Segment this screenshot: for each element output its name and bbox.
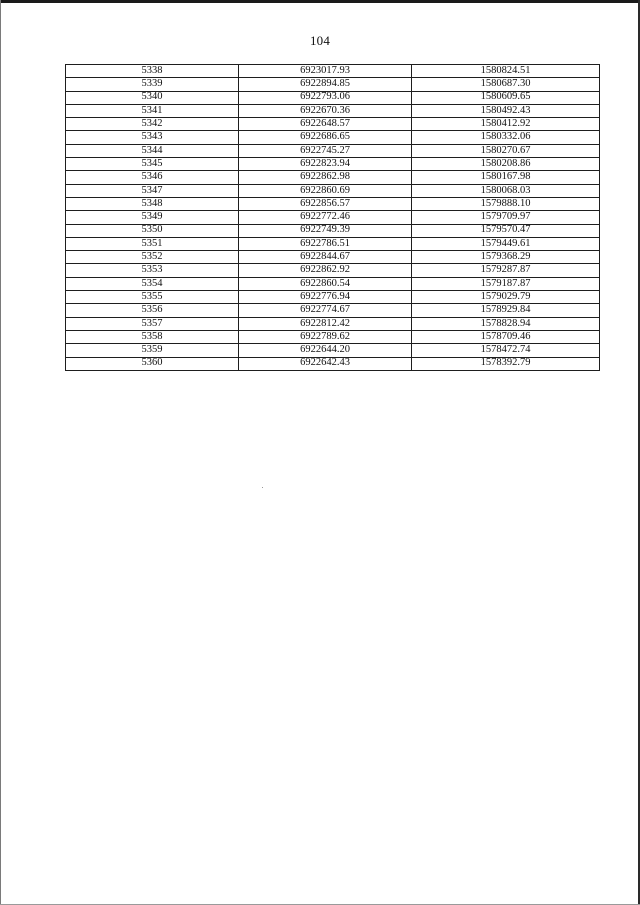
scan-speck xyxy=(262,487,263,488)
y-coordinate-cell: 1578392.79 xyxy=(412,357,600,370)
x-coordinate-cell: 6922776.94 xyxy=(239,291,412,304)
y-coordinate-cell: 1579709.97 xyxy=(412,211,600,224)
x-coordinate-cell: 6922860.54 xyxy=(239,277,412,290)
x-coordinate-cell: 6922860.69 xyxy=(239,184,412,197)
y-coordinate-cell: 1580068.03 xyxy=(412,184,600,197)
y-coordinate-cell: 1580270.67 xyxy=(412,144,600,157)
point-number-cell: 5343 xyxy=(66,131,239,144)
y-coordinate-cell: 1579570.47 xyxy=(412,224,600,237)
point-number-cell: 5344 xyxy=(66,144,239,157)
table-row xyxy=(66,144,600,157)
page-number: 104 xyxy=(309,33,331,48)
point-number-cell: 5352 xyxy=(66,251,239,264)
y-coordinate-cell: 1578472.74 xyxy=(412,344,600,357)
y-coordinate-cell: 1580824.51 xyxy=(412,65,600,78)
y-coordinate-cell: 1579029.79 xyxy=(412,291,600,304)
x-coordinate-cell: 6922862.98 xyxy=(239,171,412,184)
table-row xyxy=(66,184,600,197)
x-coordinate-cell: 6922642.43 xyxy=(239,357,412,370)
table-row xyxy=(66,237,600,250)
scan-border-left xyxy=(0,0,1,905)
table-row xyxy=(66,65,600,78)
x-coordinate-cell: 6922823.94 xyxy=(239,158,412,171)
point-number-cell: 5359 xyxy=(66,344,239,357)
y-coordinate-cell: 1580609.65 xyxy=(412,91,600,104)
y-coordinate-cell: 1580167.98 xyxy=(412,171,600,184)
x-coordinate-cell: 6922774.67 xyxy=(239,304,412,317)
point-number-cell: 5357 xyxy=(66,317,239,330)
y-coordinate-cell: 1580332.06 xyxy=(412,131,600,144)
x-coordinate-cell: 6922786.51 xyxy=(239,237,412,250)
table-row xyxy=(66,158,600,171)
table-row xyxy=(66,251,600,264)
y-coordinate-cell: 1579888.10 xyxy=(412,197,600,210)
point-number-cell: 5360 xyxy=(66,357,239,370)
x-coordinate-cell: 6922745.27 xyxy=(239,144,412,157)
point-number-cell: 5356 xyxy=(66,304,239,317)
x-coordinate-cell: 6922789.62 xyxy=(239,330,412,343)
y-coordinate-cell: 1579287.87 xyxy=(412,264,600,277)
table-row xyxy=(66,224,600,237)
y-coordinate-cell: 1580687.30 xyxy=(412,78,600,91)
point-number-cell: 5350 xyxy=(66,224,239,237)
y-coordinate-cell: 1579449.61 xyxy=(412,237,600,250)
y-coordinate-cell: 1579368.29 xyxy=(412,251,600,264)
x-coordinate-cell: 6922793.06 xyxy=(239,91,412,104)
table-row xyxy=(66,131,600,144)
x-coordinate-cell: 6922670.36 xyxy=(239,104,412,117)
x-coordinate-cell: 6922862.92 xyxy=(239,264,412,277)
point-number-cell: 5342 xyxy=(66,118,239,131)
point-number-cell: 5355 xyxy=(66,291,239,304)
table-row xyxy=(66,197,600,210)
table-row xyxy=(66,291,600,304)
x-coordinate-cell: 6922686.65 xyxy=(239,131,412,144)
point-number-cell: 5345 xyxy=(66,158,239,171)
x-coordinate-cell: 6922648.57 xyxy=(239,118,412,131)
table-row xyxy=(66,211,600,224)
y-coordinate-cell: 1578709.46 xyxy=(412,330,600,343)
x-coordinate-cell: 6923017.93 xyxy=(239,65,412,78)
point-number-cell: 5346 xyxy=(66,171,239,184)
coordinates-table xyxy=(65,64,600,371)
point-number-cell: 5338 xyxy=(66,65,239,78)
y-coordinate-cell: 1580492.43 xyxy=(412,104,600,117)
y-coordinate-cell: 1578929.84 xyxy=(412,304,600,317)
y-coordinate-cell: 1580412.92 xyxy=(412,118,600,131)
table-row xyxy=(66,330,600,343)
table-row xyxy=(66,78,600,91)
table-row xyxy=(66,264,600,277)
y-coordinate-cell: 1579187.87 xyxy=(412,277,600,290)
table-row xyxy=(66,357,600,370)
table-row xyxy=(66,91,600,104)
point-number-cell: 5358 xyxy=(66,330,239,343)
table-row xyxy=(66,304,600,317)
coordinates-table-body xyxy=(66,65,600,371)
point-number-cell: 5348 xyxy=(66,197,239,210)
x-coordinate-cell: 6922772.46 xyxy=(239,211,412,224)
x-coordinate-cell: 6922856.57 xyxy=(239,197,412,210)
point-number-cell: 5347 xyxy=(66,184,239,197)
y-coordinate-cell: 1578828.94 xyxy=(412,317,600,330)
point-number-cell: 5340 xyxy=(66,91,239,104)
point-number-cell: 5354 xyxy=(66,277,239,290)
y-coordinate-cell: 1580208.86 xyxy=(412,158,600,171)
point-number-cell: 5339 xyxy=(66,78,239,91)
table-row xyxy=(66,317,600,330)
table-row xyxy=(66,277,600,290)
point-number-cell: 5351 xyxy=(66,237,239,250)
point-number-cell: 5353 xyxy=(66,264,239,277)
point-number-cell: 5349 xyxy=(66,211,239,224)
table-row xyxy=(66,344,600,357)
x-coordinate-cell: 6922844.67 xyxy=(239,251,412,264)
table-row xyxy=(66,171,600,184)
table-row xyxy=(66,118,600,131)
scan-border-top xyxy=(0,0,640,3)
x-coordinate-cell: 6922812.42 xyxy=(239,317,412,330)
x-coordinate-cell: 6922894.85 xyxy=(239,78,412,91)
point-number-cell: 5341 xyxy=(66,104,239,117)
table-row xyxy=(66,104,600,117)
x-coordinate-cell: 6922749.39 xyxy=(239,224,412,237)
x-coordinate-cell: 6922644.20 xyxy=(239,344,412,357)
